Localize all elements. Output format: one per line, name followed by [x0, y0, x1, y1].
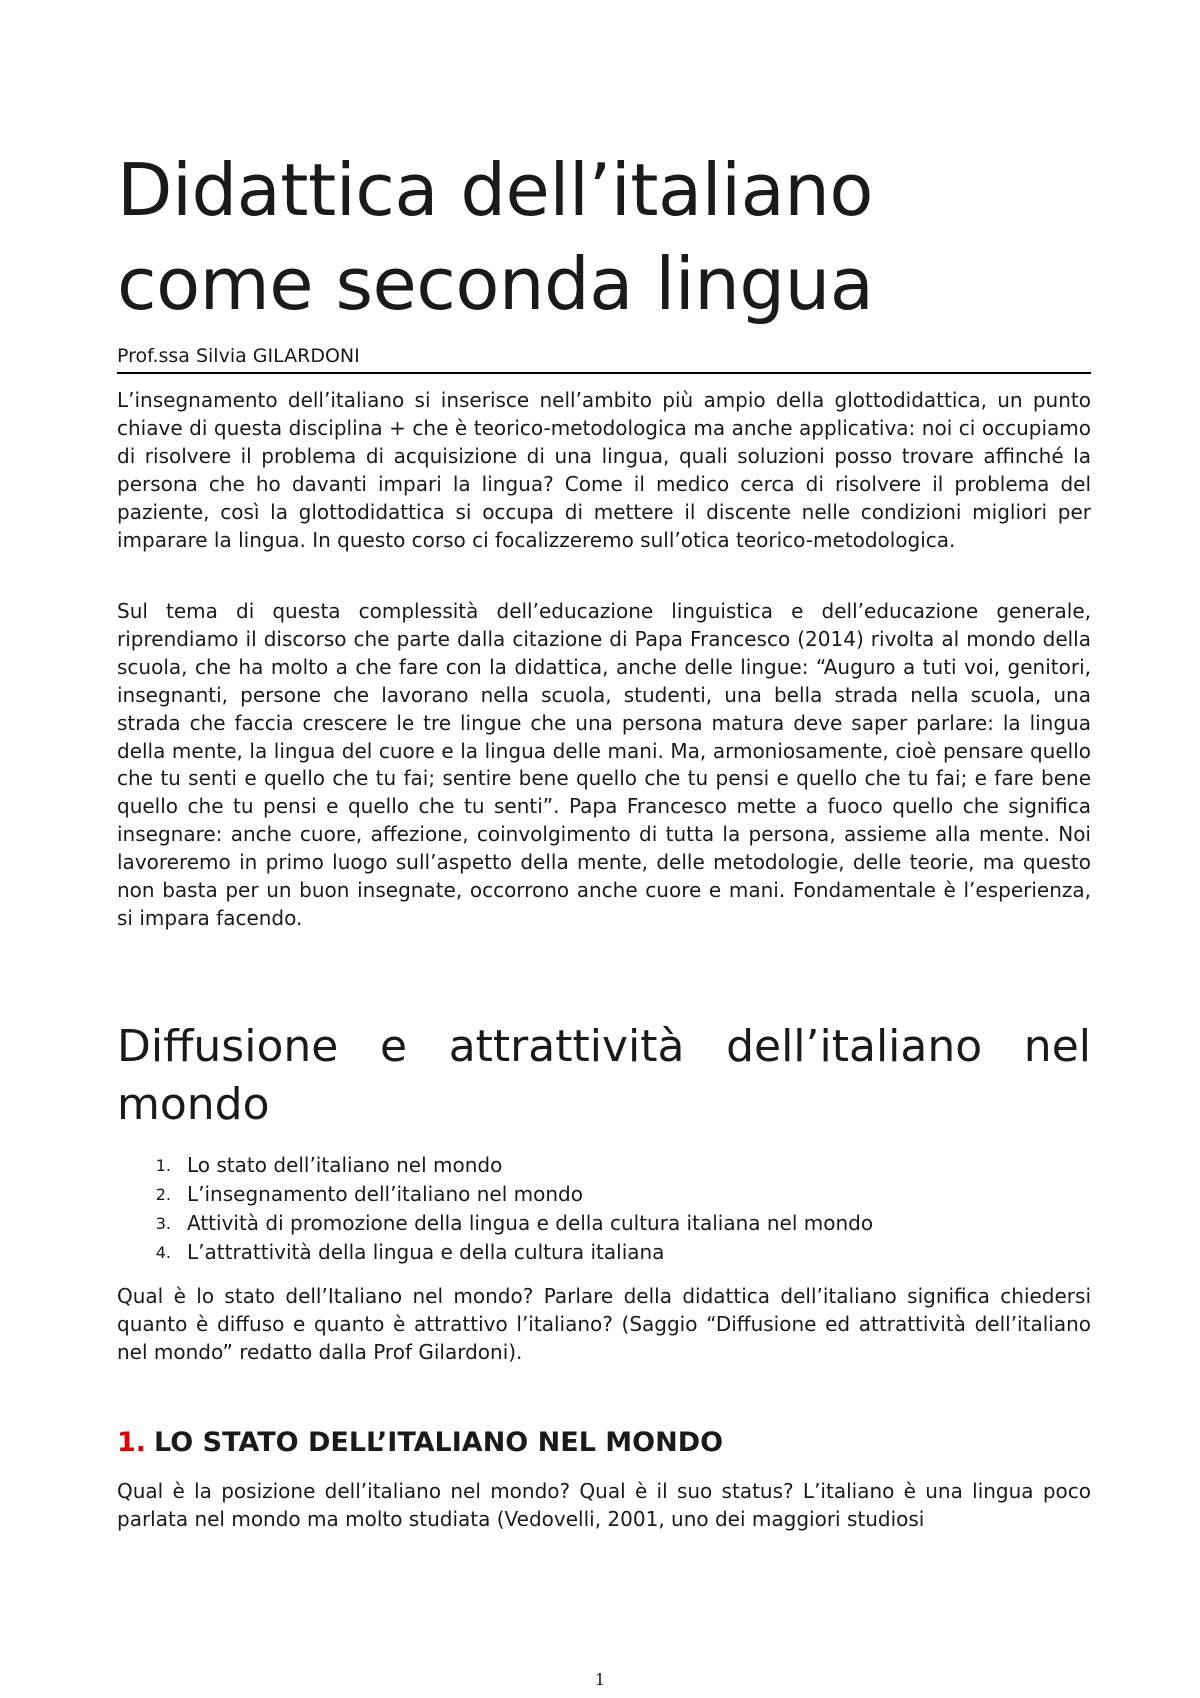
list-item-label: L’insegnamento dell’italiano nel mondo: [187, 1182, 583, 1206]
subsection-title: LO STATO DELL’ITALIANO NEL MONDO: [154, 1427, 724, 1458]
paragraph-quote: Sul tema di questa complessità dell’educazione linguistica e dell’educazione generale, riprendiamo il discorso che parte dalla citazione di Papa Francesco (2014) rivolta al mondo della scuola, che ha molto a che fare con la didattica, anche delle lingue: “Auguro a tuti voi, genitori, insegnanti, persone che lavorano nella scuola, studenti, una bella strada nella scuola, una strada che faccia crescere le tre lingue che una persona matura deve saper parlare: la lingua della mente, la lingua del cuore e la lingua delle mani. Ma, armoniosamente, cioè pensare quello che tu senti e quello che tu fai; sentire bene quello che tu pensi e quello che tu fai; e fare bene quello che tu pensi e quello che tu senti”. Papa Francesco mette a fuoco quello che significa insegnare: anche cuore, affezione, coinvolgimento di tutta la persona, assieme alla mente. Noi lavoreremo in primo luogo sull’aspetto della mente, delle metodologie, delle teorie, ma questo non basta per un buon insegnate, occorrono anche cuore e mani. Fondamentale è l’esperienza, si impara facendo.: [117, 599, 1091, 930]
subsection-heading: [117, 1425, 1091, 1461]
author-line: Prof.ssa Silvia GILARDONI: [117, 343, 1091, 374]
list-item: [117, 1180, 1091, 1209]
list-item: [117, 1238, 1091, 1267]
paragraph-status: Qual è la posizione dell’italiano nel mondo? Qual è il suo status? L’italiano è una lingua poco parlata nel mondo ma molto studiata (Vedovelli, 2001, uno dei maggiori studiosi: [117, 1479, 1091, 1531]
list-item: [117, 1209, 1091, 1238]
topic-list: [117, 1151, 1091, 1267]
list-item-number: 1.: [155, 1156, 171, 1175]
list-item-label: Lo stato dell’italiano nel mondo: [187, 1153, 503, 1177]
list-item-label: L’attrattività della lingua e della cultura italiana: [187, 1240, 665, 1264]
paragraph-intro: L’insegnamento dell’italiano si inserisce nell’ambito più ampio della glottodidattica, un punto chiave di questa disciplina + che è teorico-metodologica ma anche applicativa: noi ci occupiamo di risolvere il problema di acquisizione di una lingua, quali soluzioni posso trovare affinché la persona che ho davanti impari la lingua? Come il medico cerca di risolvere il problema del paziente, così la glottodidattica si occupa di mettere il discente nelle condizioni migliori per imparare la lingua. In questo corso ci focalizzeremo sull’otica teorico-metodologica.: [117, 388, 1091, 552]
section-heading: Diffusione e attrattività dell’italiano nel mondo: [117, 1021, 1091, 1130]
subsection-number: 1.: [117, 1427, 147, 1458]
list-item-label: Attività di promozione della lingua e della cultura italiana nel mondo: [187, 1211, 874, 1235]
list-item-number: 2.: [155, 1185, 171, 1204]
list-item-number: 4.: [155, 1243, 171, 1262]
page-number: 1: [594, 1670, 606, 1689]
document-title: Didattica dell’italiano come seconda lingua: [117, 148, 874, 326]
paragraph-question: Qual è lo stato dell’Italiano nel mondo? Parlare della didattica dell’italiano significa chiedersi quanto è diffuso e quanto è attrattivo l’italiano? (Saggio “Diffusione ed attrattività dell’italiano nel mondo” redatto dalla Prof Gilardoni).: [117, 1284, 1091, 1364]
list-item: [117, 1151, 1091, 1180]
list-item-number: 3.: [155, 1214, 171, 1233]
